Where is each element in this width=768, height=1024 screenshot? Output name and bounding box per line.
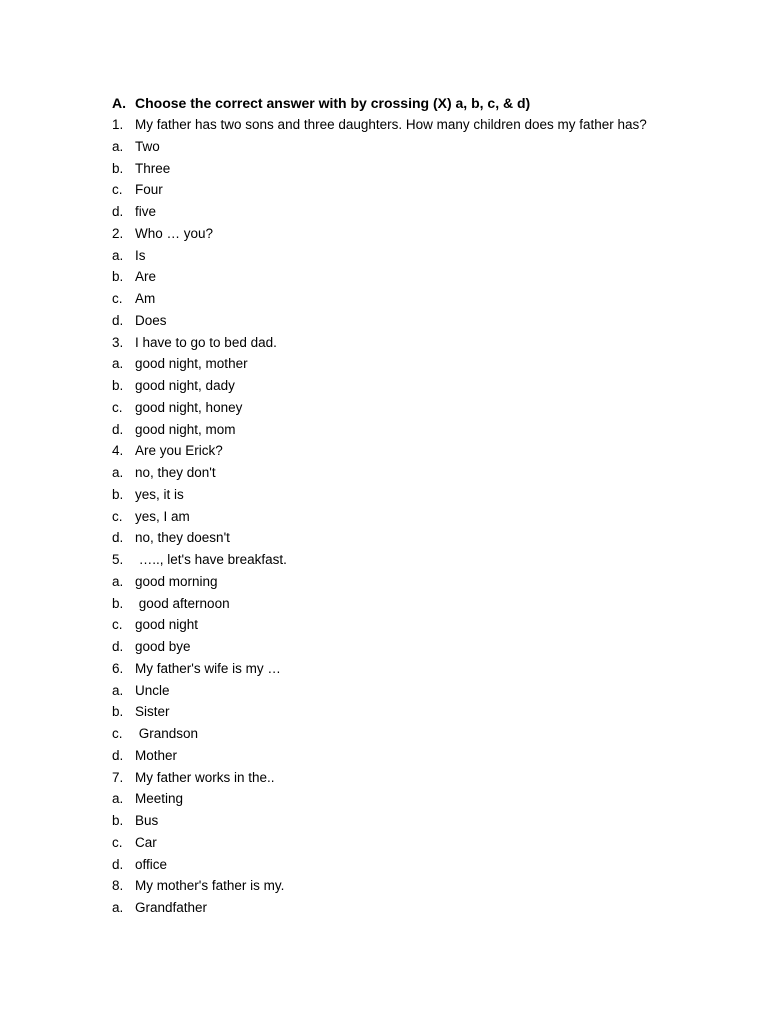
option-letter: b. (112, 595, 124, 611)
option-letter: b. (112, 378, 124, 393)
option-text: Grandfather (135, 900, 208, 915)
option-text: Meeting (135, 791, 184, 807)
question-number: 6. (112, 660, 124, 676)
option-letter: d. (112, 856, 124, 872)
option-text: yes, I am (135, 508, 190, 524)
option-text: Am (135, 291, 156, 306)
option-text: good night, honey (135, 399, 243, 415)
option-text: Two (135, 138, 160, 154)
option-letter: d. (112, 639, 124, 654)
option-letter: a. (112, 138, 124, 154)
option-text: no, they don't (135, 465, 216, 480)
option-letter: d. (112, 747, 124, 763)
option-text: Grandson (135, 726, 199, 741)
option-text: yes, it is (135, 486, 184, 502)
option-text: good morning (135, 573, 218, 589)
option-item (112, 419, 732, 441)
option-item (112, 614, 732, 636)
option-text: Sister (135, 704, 170, 720)
option-letter: a. (112, 682, 124, 698)
question-item (112, 332, 732, 354)
question-item (112, 549, 732, 571)
option-item (112, 158, 732, 180)
option-item (112, 571, 732, 593)
option-letter: c. (112, 834, 123, 850)
option-item (112, 353, 732, 375)
option-text: Uncle (135, 682, 170, 698)
option-item (112, 506, 732, 528)
option-item (112, 854, 732, 876)
section-instruction: Choose the correct answer with by crossing (X) a, b, c, & d) (135, 95, 531, 111)
option-item (112, 897, 732, 919)
option-letter: a. (112, 900, 124, 915)
question-number: 1. (112, 117, 124, 132)
option-letter: c. (112, 182, 123, 198)
option-letter: b. (112, 160, 124, 176)
option-item (112, 810, 732, 832)
option-item (112, 745, 732, 767)
option-letter: a. (112, 247, 124, 263)
option-item (112, 832, 732, 854)
option-letter: c. (112, 399, 123, 415)
option-item (112, 527, 732, 549)
option-item (112, 397, 732, 419)
question-item (112, 658, 732, 680)
option-letter: c. (112, 508, 123, 524)
question-item (112, 875, 732, 897)
question-number: 7. (112, 769, 124, 785)
question-number: 5. (112, 552, 124, 567)
question-number: 2. (112, 225, 124, 241)
option-text: Three (135, 160, 171, 176)
option-item (112, 310, 732, 332)
option-text: Car (135, 834, 157, 850)
option-letter: a. (112, 791, 124, 807)
option-item (112, 723, 732, 745)
option-item (112, 245, 732, 267)
option-text: good night (135, 617, 199, 633)
option-item (112, 788, 732, 810)
option-letter: a. (112, 465, 124, 480)
question-text: My father's wife is my … (135, 660, 281, 676)
option-text: Are (135, 269, 157, 285)
option-item (112, 179, 732, 201)
option-item (112, 680, 732, 702)
option-text: Does (135, 312, 167, 328)
question-text: My mother's father is my. (135, 878, 285, 894)
option-item (112, 701, 732, 723)
option-text: Mother (135, 747, 178, 763)
option-item (112, 375, 732, 397)
option-letter: a. (112, 573, 124, 589)
option-letter: d. (112, 530, 124, 546)
question-text: ….., let's have breakfast. (135, 552, 287, 567)
option-item (112, 484, 732, 506)
option-text: good night, mother (135, 356, 248, 372)
option-letter: b. (112, 813, 124, 828)
option-letter: c. (112, 291, 123, 306)
option-text: Is (135, 247, 146, 263)
question-number: 8. (112, 878, 124, 894)
option-letter: c. (112, 617, 123, 633)
option-text: Four (135, 182, 163, 198)
option-item (112, 201, 732, 223)
question-list (112, 114, 732, 919)
option-letter: b. (112, 486, 124, 502)
option-item (112, 593, 732, 615)
question-item (112, 440, 732, 462)
question-text: Are you Erick? (135, 443, 223, 459)
option-item (112, 636, 732, 658)
question-number: 3. (112, 334, 124, 350)
question-text: Who … you? (135, 225, 214, 241)
option-item (112, 462, 732, 484)
option-letter: a. (112, 356, 124, 372)
option-item (112, 266, 732, 288)
option-letter: b. (112, 269, 124, 285)
option-item (112, 288, 732, 310)
question-item (112, 114, 732, 136)
question-text: My father works in the.. (135, 769, 275, 785)
option-text: office (135, 856, 168, 872)
option-text: five (135, 204, 157, 219)
option-text: Bus (135, 813, 159, 828)
option-letter: d. (112, 312, 124, 328)
question-item (112, 223, 732, 245)
question-text: I have to go to bed dad. (135, 334, 277, 350)
option-letter: b. (112, 704, 124, 720)
option-text: good afternoon (135, 595, 230, 611)
option-letter: d. (112, 204, 124, 219)
question-number: 4. (112, 443, 124, 459)
option-text: no, they doesn't (135, 530, 230, 546)
question-item (112, 767, 732, 789)
option-text: good night, mom (135, 421, 236, 437)
option-letter: d. (112, 421, 124, 437)
option-item (112, 136, 732, 158)
section-marker: A. (112, 95, 126, 111)
option-letter: c. (112, 726, 123, 741)
option-text: good night, dady (135, 378, 235, 393)
question-text: My father has two sons and three daughters. How many children does my father has? (135, 117, 647, 132)
option-text: good bye (135, 639, 191, 654)
